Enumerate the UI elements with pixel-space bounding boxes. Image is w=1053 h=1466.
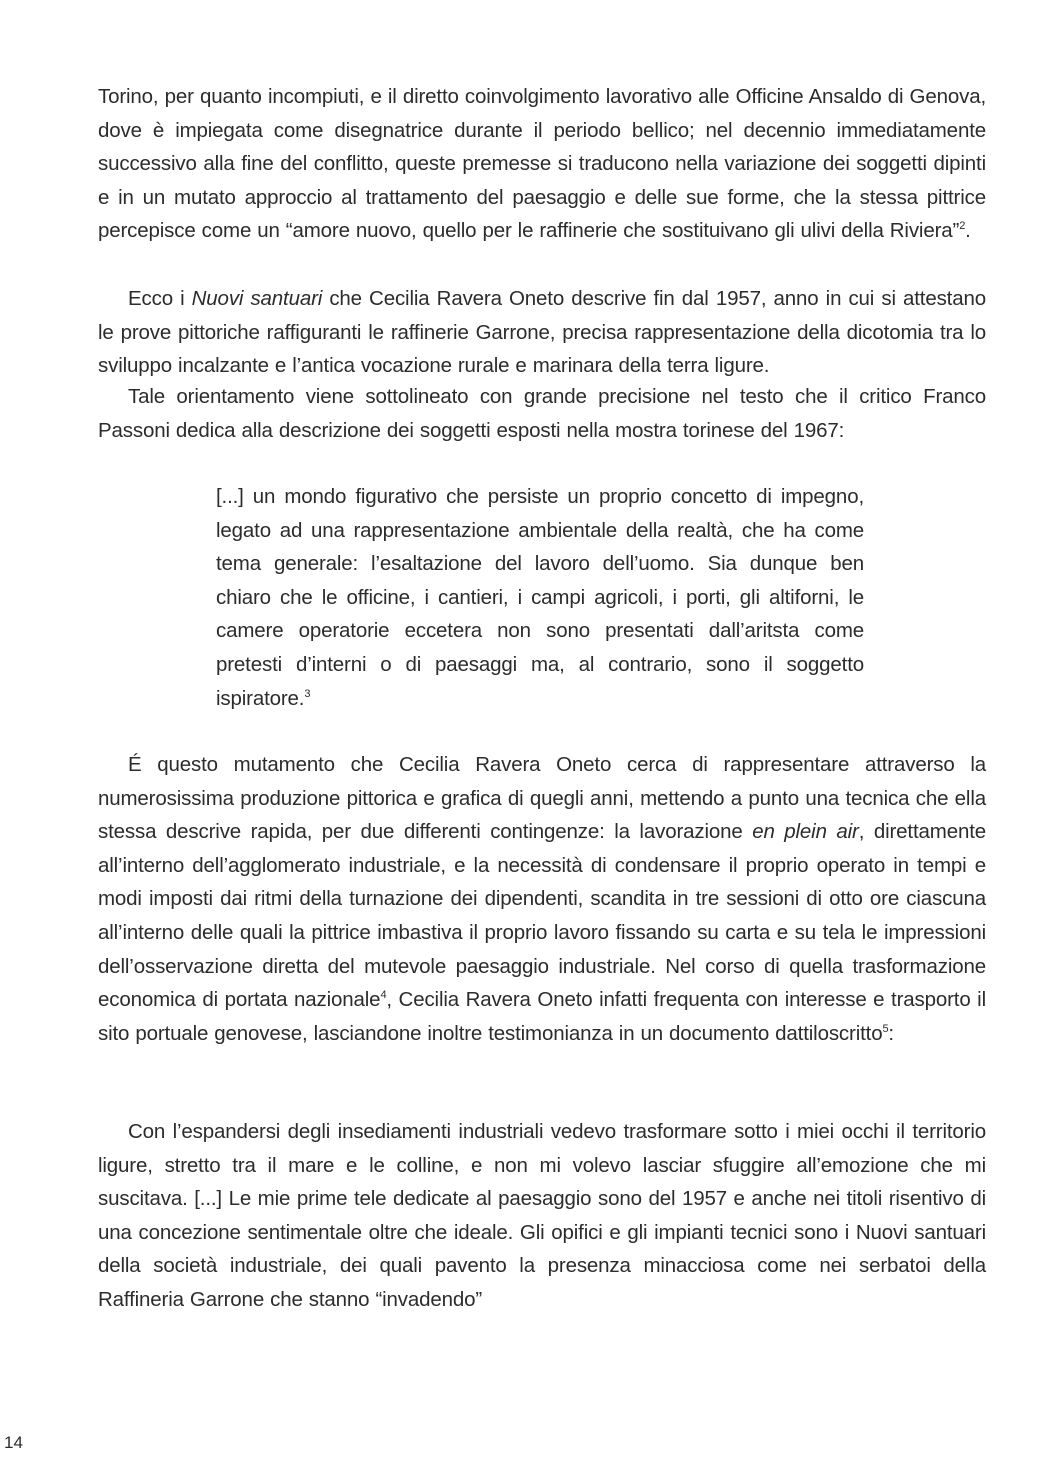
paragraph-text — [98, 80, 986, 248]
page-number: 14 — [4, 1433, 23, 1452]
paragraph-torino — [98, 80, 986, 248]
paragraph-orientamento — [98, 380, 986, 447]
paragraph-text-span: Ecco i — [128, 287, 192, 310]
paragraph-text-span: Torino, per quanto incompiuti, e il diretto coinvolgimento lavorativo alle Officine Ansaldo di Genova, dove è impiegata come disegnatrice durante il periodo bellico; nel decennio immediatamente successivo alla fine del conflitto, queste premesse si traducono nella variazione dei soggetti dipinti e in un mutato approccio al trattamento del paesaggio e delle sue forme, che la stessa pittrice percepisce come un “amore nuovo, quello per le raffinerie che sostituivano gli ulivi della Riviera” — [98, 85, 986, 243]
paragraph-text-span: É questo mutamento che Cecilia Ravera Oneto cerca di rappresentare attraverso la numerosissima produzione pittorica e grafica di quegli anni, mettendo a punto una tecnica che ella stessa descrive rapida, per due differenti contingenze: la lavorazione — [98, 753, 986, 844]
paragraph-nuovi-santuari — [98, 282, 986, 383]
paragraph-text: Tale orientamento viene sottolineato con grande precisione nel testo che il critico Franco Passoni dedica alla descrizione dei soggetti esposti nella mostra torinese del 1967: — [98, 385, 986, 442]
footnote-ref-3: 3 — [304, 687, 311, 700]
paragraph-mutamento — [98, 748, 986, 1050]
paragraph-text-span: che Cecilia Ravera Oneto descrive fin dal 1957, anno in cui si attestano le prove pittoriche raffiguranti le raffinerie Garrone, precisa rappresentazione della dicotomia tra lo sviluppo incalzante e l’antica vocazione rurale e marinara della terra ligure. — [98, 287, 986, 378]
paragraph-quote-insediamenti — [98, 1115, 986, 1317]
quote-text-span: [...] un mondo figurativo che persiste un proprio concetto di impegno, legato ad una rappresentazione ambientale della realtà, che ha come tema generale: l’esaltazione del lavoro dell’uomo. Sia dunque ben chiaro che le officine, i cantieri, i campi agricoli, i porti, gli altiforni, le camere operatorie eccetera non sono presentati dall’aritsta come pretesti d’interni o di paesaggi ma, al contrario, sono il soggetto ispiratore. — [216, 485, 864, 710]
paragraph-text — [98, 282, 986, 383]
paragraph-text-span: , Cecilia Ravera Oneto infatti frequenta con interesse e trasporto il sito portuale genovese, lasciandone inoltre testimonianza in un documento dattiloscritto — [98, 988, 986, 1045]
footnote-ref-4: 4 — [380, 989, 387, 1002]
italic-phrase: en plein air — [752, 820, 859, 844]
footnote-ref-2: 2 — [959, 220, 966, 233]
paragraph-text-span: , direttamente all’interno dell’agglomerato industriale, e la necessità di condensare il proprio operato in tempi e modi imposti dai ritmi della turnazione dei dipendenti, scandita in tre sessioni di otto ore ciascuna all’interno delle quali la pittrice imbastiva il proprio lavoro fissando su carta e su tela le impressioni dell’osservazione diretta del mutevole paesaggio industriale. Nel corso di quella trasformazione economica di portata nazionale — [98, 820, 986, 1012]
footnote-ref-5: 5 — [882, 1022, 889, 1035]
paragraph-text: Con l’espandersi degli insediamenti industriali vedevo trasformare sotto i miei occhi il territorio ligure, stretto tra il mare e le colline, e non mi volevo lasciar sfuggire all’emozione che mi suscitava. [...] Le mie prime tele dedicate al paesaggio sono del 1957 e anche nei titoli risentivo di una concezione sentimentale oltre che ideale. Gli opifici e gli impianti tecnici sono i Nuovi santuari della società industriale, dei quali pavento la presenza minacciosa come nei serbatoi della Raffineria Garrone che stanno “invadendo” — [98, 1120, 986, 1311]
quote-text — [216, 480, 864, 715]
italic-title: Nuovi santuari — [191, 287, 323, 310]
block-quote-passoni — [216, 480, 864, 715]
paragraph-text — [98, 748, 986, 1050]
paragraph-text-span: . — [965, 219, 971, 243]
paragraph-text-span: : — [888, 1021, 894, 1045]
